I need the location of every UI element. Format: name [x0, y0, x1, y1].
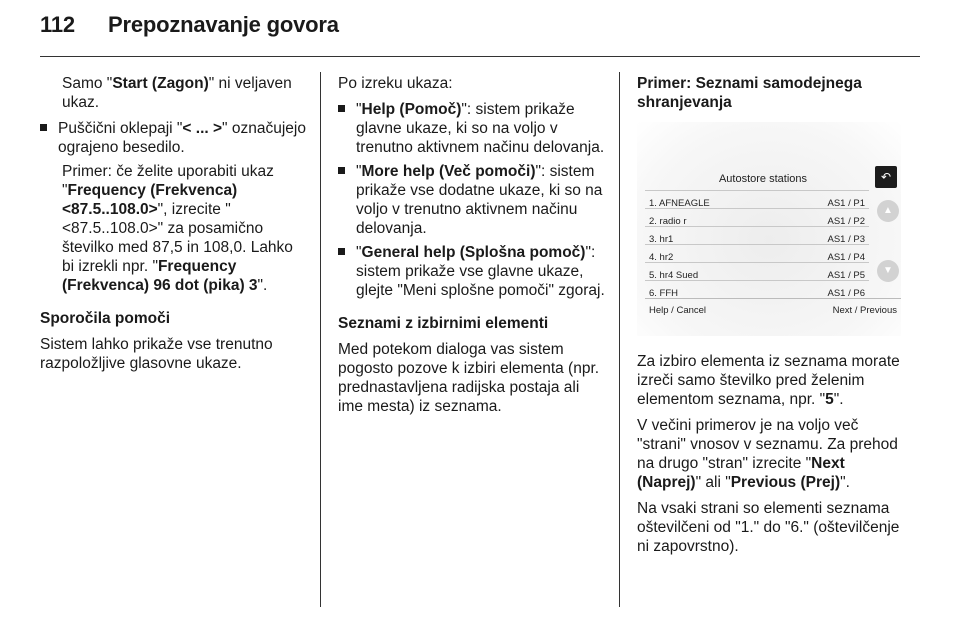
bold-term: < ... > [182, 120, 223, 137]
bullet-icon [338, 167, 345, 174]
bold-term: More help (Več pomoči) [361, 163, 536, 180]
column-1 [40, 74, 306, 380]
footer-left-label: Help / Cancel [649, 305, 707, 316]
section-heading: Seznami z izbirnimi elementi [338, 315, 549, 332]
autostore-screen [645, 166, 901, 314]
station-preset: AS1 / P4 [827, 252, 865, 263]
bold-term: General help (Splošna pomoč) [361, 244, 586, 261]
bold-term: Start (Zagon) [112, 75, 209, 92]
text: " označujejo ograjeno besedilo. [58, 120, 306, 156]
station-row [645, 262, 869, 280]
scroll-up-icon: ▲ [877, 200, 899, 222]
page-header [40, 12, 339, 38]
intro-text: Po izreku ukaza: [338, 75, 453, 92]
paragraph: Na vsaki strani so elementi seznama oštevilčeni od "1." do "6." (oštevilčenje ni zapovrstno). [637, 500, 900, 555]
text: " ni veljaven ukaz. [62, 75, 292, 111]
station-row [645, 280, 869, 298]
station-preset: AS1 / P1 [827, 198, 865, 209]
station-preset: AS1 / P6 [827, 288, 865, 299]
screen-title: Autostore stations [718, 173, 808, 185]
bold-term: 5 [825, 391, 834, 408]
start-note [62, 74, 306, 112]
station-name: 1. AFNEAGLE [649, 198, 710, 209]
bullet-icon [40, 124, 47, 131]
paragraph [637, 352, 907, 409]
station-preset: AS1 / P5 [827, 270, 865, 281]
bullet-icon [338, 248, 345, 255]
page-title: Prepoznavanje govora [108, 12, 339, 37]
bullet-list [40, 119, 306, 157]
text: " ali " [695, 474, 731, 491]
text: ": sistem prikaže vse dodatne ukaze, ki so na voljo v trenutno aktivnem načinu delovanja. [356, 163, 603, 237]
bold-term: Next (Naprej) [637, 455, 845, 491]
station-row [645, 226, 869, 244]
station-row [645, 208, 869, 226]
text: ". [257, 277, 268, 294]
station-name: 6. FFH [649, 288, 679, 299]
footer-right-label: Next / Previous [832, 305, 897, 316]
station-name: 2. radio r [649, 216, 687, 227]
text: " [356, 101, 362, 118]
section-heading: Primer: Seznami samodejnega shranjevanja [637, 75, 862, 111]
text: Primer: če želite uporabiti ukaz " [62, 163, 274, 199]
column-divider-1 [320, 72, 321, 607]
screen-figure [637, 122, 901, 336]
scroll-down-icon: ▼ [877, 260, 899, 282]
column-3 [637, 74, 907, 563]
list-item [338, 100, 608, 157]
text: Za izbiro elementa iz seznama morate izreči samo številko pred želenim elementom seznama, npr. " [637, 353, 900, 408]
command-list [338, 100, 608, 300]
station-name: 4. hr2 [649, 252, 674, 263]
text: Samo " [62, 75, 113, 92]
section-heading: Sporočila pomoči [40, 310, 171, 327]
text: " [356, 163, 362, 180]
station-row [645, 190, 869, 208]
bullet-icon [338, 105, 345, 112]
column-2 [338, 74, 608, 423]
station-preset: AS1 / P3 [827, 234, 865, 245]
page-number: 112 [40, 12, 75, 37]
example-paragraph [62, 162, 306, 295]
list-item [338, 162, 608, 238]
text: ". [833, 391, 844, 408]
paragraph [637, 416, 907, 492]
text: Puščični oklepaji " [58, 120, 183, 137]
bold-term: Frequency (Frekvenca) 96 dot (pika) 3 [62, 258, 258, 294]
text: V večini primerov je na voljo več "strani" vnosov v seznamu. Za prehod na drugo "stran" izrecite " [637, 417, 898, 472]
bold-term: Help (Pomoč) [361, 101, 462, 118]
station-preset: AS1 / P2 [827, 216, 865, 227]
header-rule [40, 56, 920, 57]
text: ". [840, 474, 850, 491]
column-divider-2 [619, 72, 620, 607]
station-name: 3. hr1 [649, 234, 674, 245]
section-body: Med potekom dialoga vas sistem pogosto pozove k izbiri elementa (npr. prednastavljena radijska postaja ali ime mesta) iz seznama. [338, 341, 600, 415]
text: ", izrecite "<87.5..108.0>" za posamično številko med 87,5 in 108,0. Lahko bi izrekli npr. " [62, 201, 293, 275]
bold-term: Frequency (Frekvenca) <87.5..108.0> [62, 182, 238, 218]
text: ": sistem prikaže vse glavne ukaze, glejte "Meni splošne pomoči" zgoraj. [356, 244, 605, 299]
list-item [40, 119, 306, 157]
list-item [338, 243, 608, 300]
back-icon: ↶ [875, 166, 897, 188]
bold-term: Previous (Prej) [730, 474, 841, 491]
station-name: 5. hr4 Sued [649, 270, 699, 281]
station-row [645, 244, 869, 262]
section-body: Sistem lahko prikaže vse trenutno razpoložljive glasovne ukaze. [40, 336, 273, 372]
text: ": sistem prikaže glavne ukaze, ki so na voljo v trenutno aktivnem načinu delovanja. [356, 101, 605, 156]
text: " [356, 244, 362, 261]
screen-footer [645, 298, 901, 315]
